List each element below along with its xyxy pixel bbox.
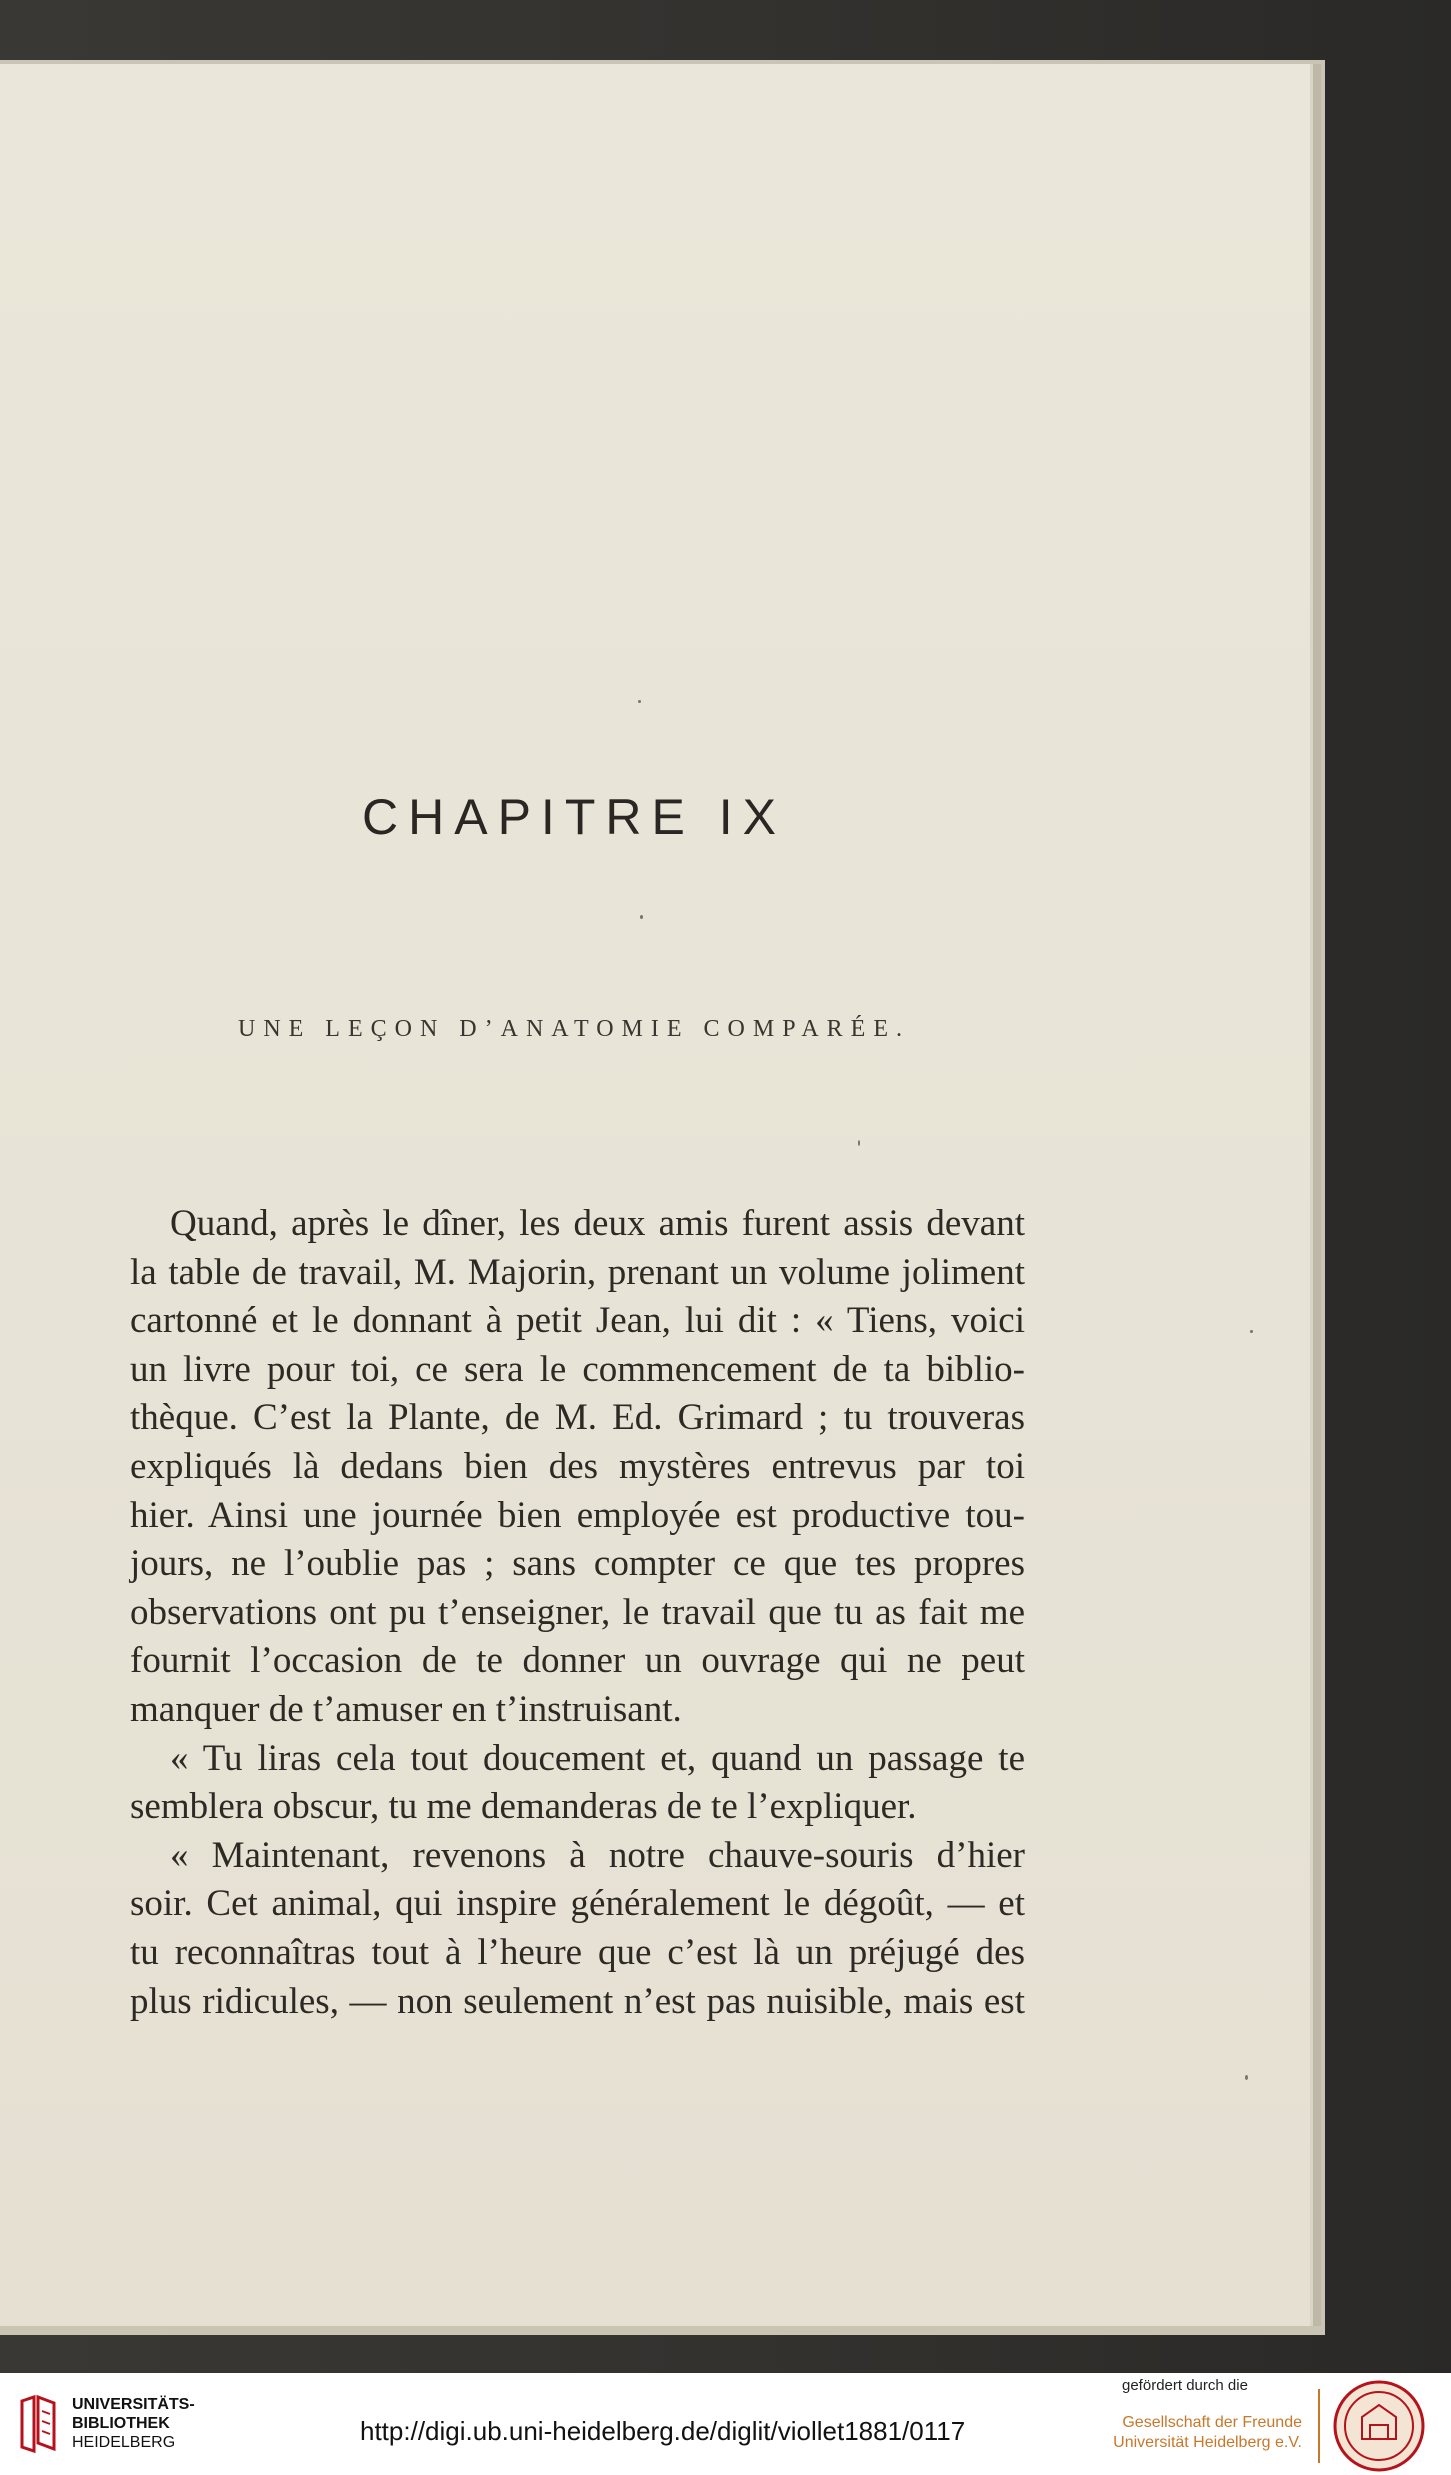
- permalink-url[interactable]: http://digi.ub.uni-heidelberg.de/diglit/viollet1881/0117: [360, 2416, 966, 2446]
- text-line: « Tu liras cela tout doucement et, quand un passage te: [170, 1737, 1025, 1779]
- library-logo-text: [72, 2395, 195, 2452]
- text-line: jours, ne l’oublie pas ; sans compter ce que tes propres: [130, 1543, 1025, 1585]
- text-line: observations ont pu t’enseigner, le travail que tu as fait me: [130, 1591, 1025, 1633]
- library-logo-icon: [14, 2393, 62, 2455]
- chapter-title: CHAPITRE IX: [362, 789, 786, 845]
- body-text: [130, 1200, 1025, 2026]
- text-line: Quand, après le dîner, les deux amis furent assis devant: [170, 1203, 1025, 1244]
- text-line: expliqués là dedans bien des mystères entrevus par toi: [130, 1445, 1025, 1487]
- sponsor-divider: [1318, 2389, 1320, 2463]
- sponsor-line1: Gesellschaft der Freunde: [1122, 2414, 1302, 2431]
- sponsor-intro: gefördert durch die: [1122, 2377, 1248, 2394]
- university-seal-icon: [1332, 2379, 1426, 2473]
- library-name-line2: BIBLIOTHEK: [72, 2415, 170, 2432]
- text-line: manquer de t’amuser en t’instruisant.: [130, 1688, 682, 1730]
- sponsor-line2: Universität Heidelberg e.V.: [1113, 2434, 1302, 2451]
- digitization-footer: [0, 2373, 1451, 2475]
- text-line: un livre pour toi, ce sera le commencement de ta biblio-: [130, 1348, 1025, 1390]
- text-line: tu reconnaîtras tout à l’heure que c’est là un préjugé des: [130, 1931, 1025, 1973]
- text-line: fournit l’occasion de te donner un ouvrage qui ne peut: [130, 1640, 1025, 1682]
- text-line: « Maintenant, revenons à notre chauve-souris d’hier: [170, 1834, 1025, 1876]
- text-line: hier. Ainsi une journée bien employée est productive tou-: [130, 1494, 1025, 1536]
- text-line: plus ridicules, — non seulement n’est pas nuisible, mais est: [130, 1980, 1025, 2022]
- text-line: soir. Cet animal, qui inspire généralement le dégoût, — et: [130, 1883, 1025, 1925]
- library-name-line3: HEIDELBERG: [72, 2434, 176, 2451]
- text-line: la table de travail, M. Majorin, prenant un volume joliment: [130, 1251, 1025, 1293]
- page-edge: [1313, 64, 1321, 2326]
- sponsor-name: [1106, 2413, 1302, 2453]
- text-line: thèque. C’est la Plante, de M. Ed. Grimard ; tu trouveras: [130, 1397, 1025, 1439]
- paper-speck: [638, 700, 641, 703]
- text-line: cartonné et le donnant à petit Jean, lui dit : « Tiens, voici: [130, 1300, 1025, 1342]
- chapter-subtitle: UNE LEÇON D’ANATOMIE COMPARÉE.: [237, 1016, 910, 1042]
- paper-speck: [640, 915, 643, 919]
- paper-speck: [1245, 2075, 1248, 2080]
- paper-speck: [1250, 1330, 1253, 1333]
- paper-speck: [858, 1140, 860, 1146]
- text-line: semblera obscur, tu me demanderas de te l’expliquer.: [130, 1786, 917, 1828]
- library-name-line1: UNIVERSITÄTS-: [72, 2396, 195, 2413]
